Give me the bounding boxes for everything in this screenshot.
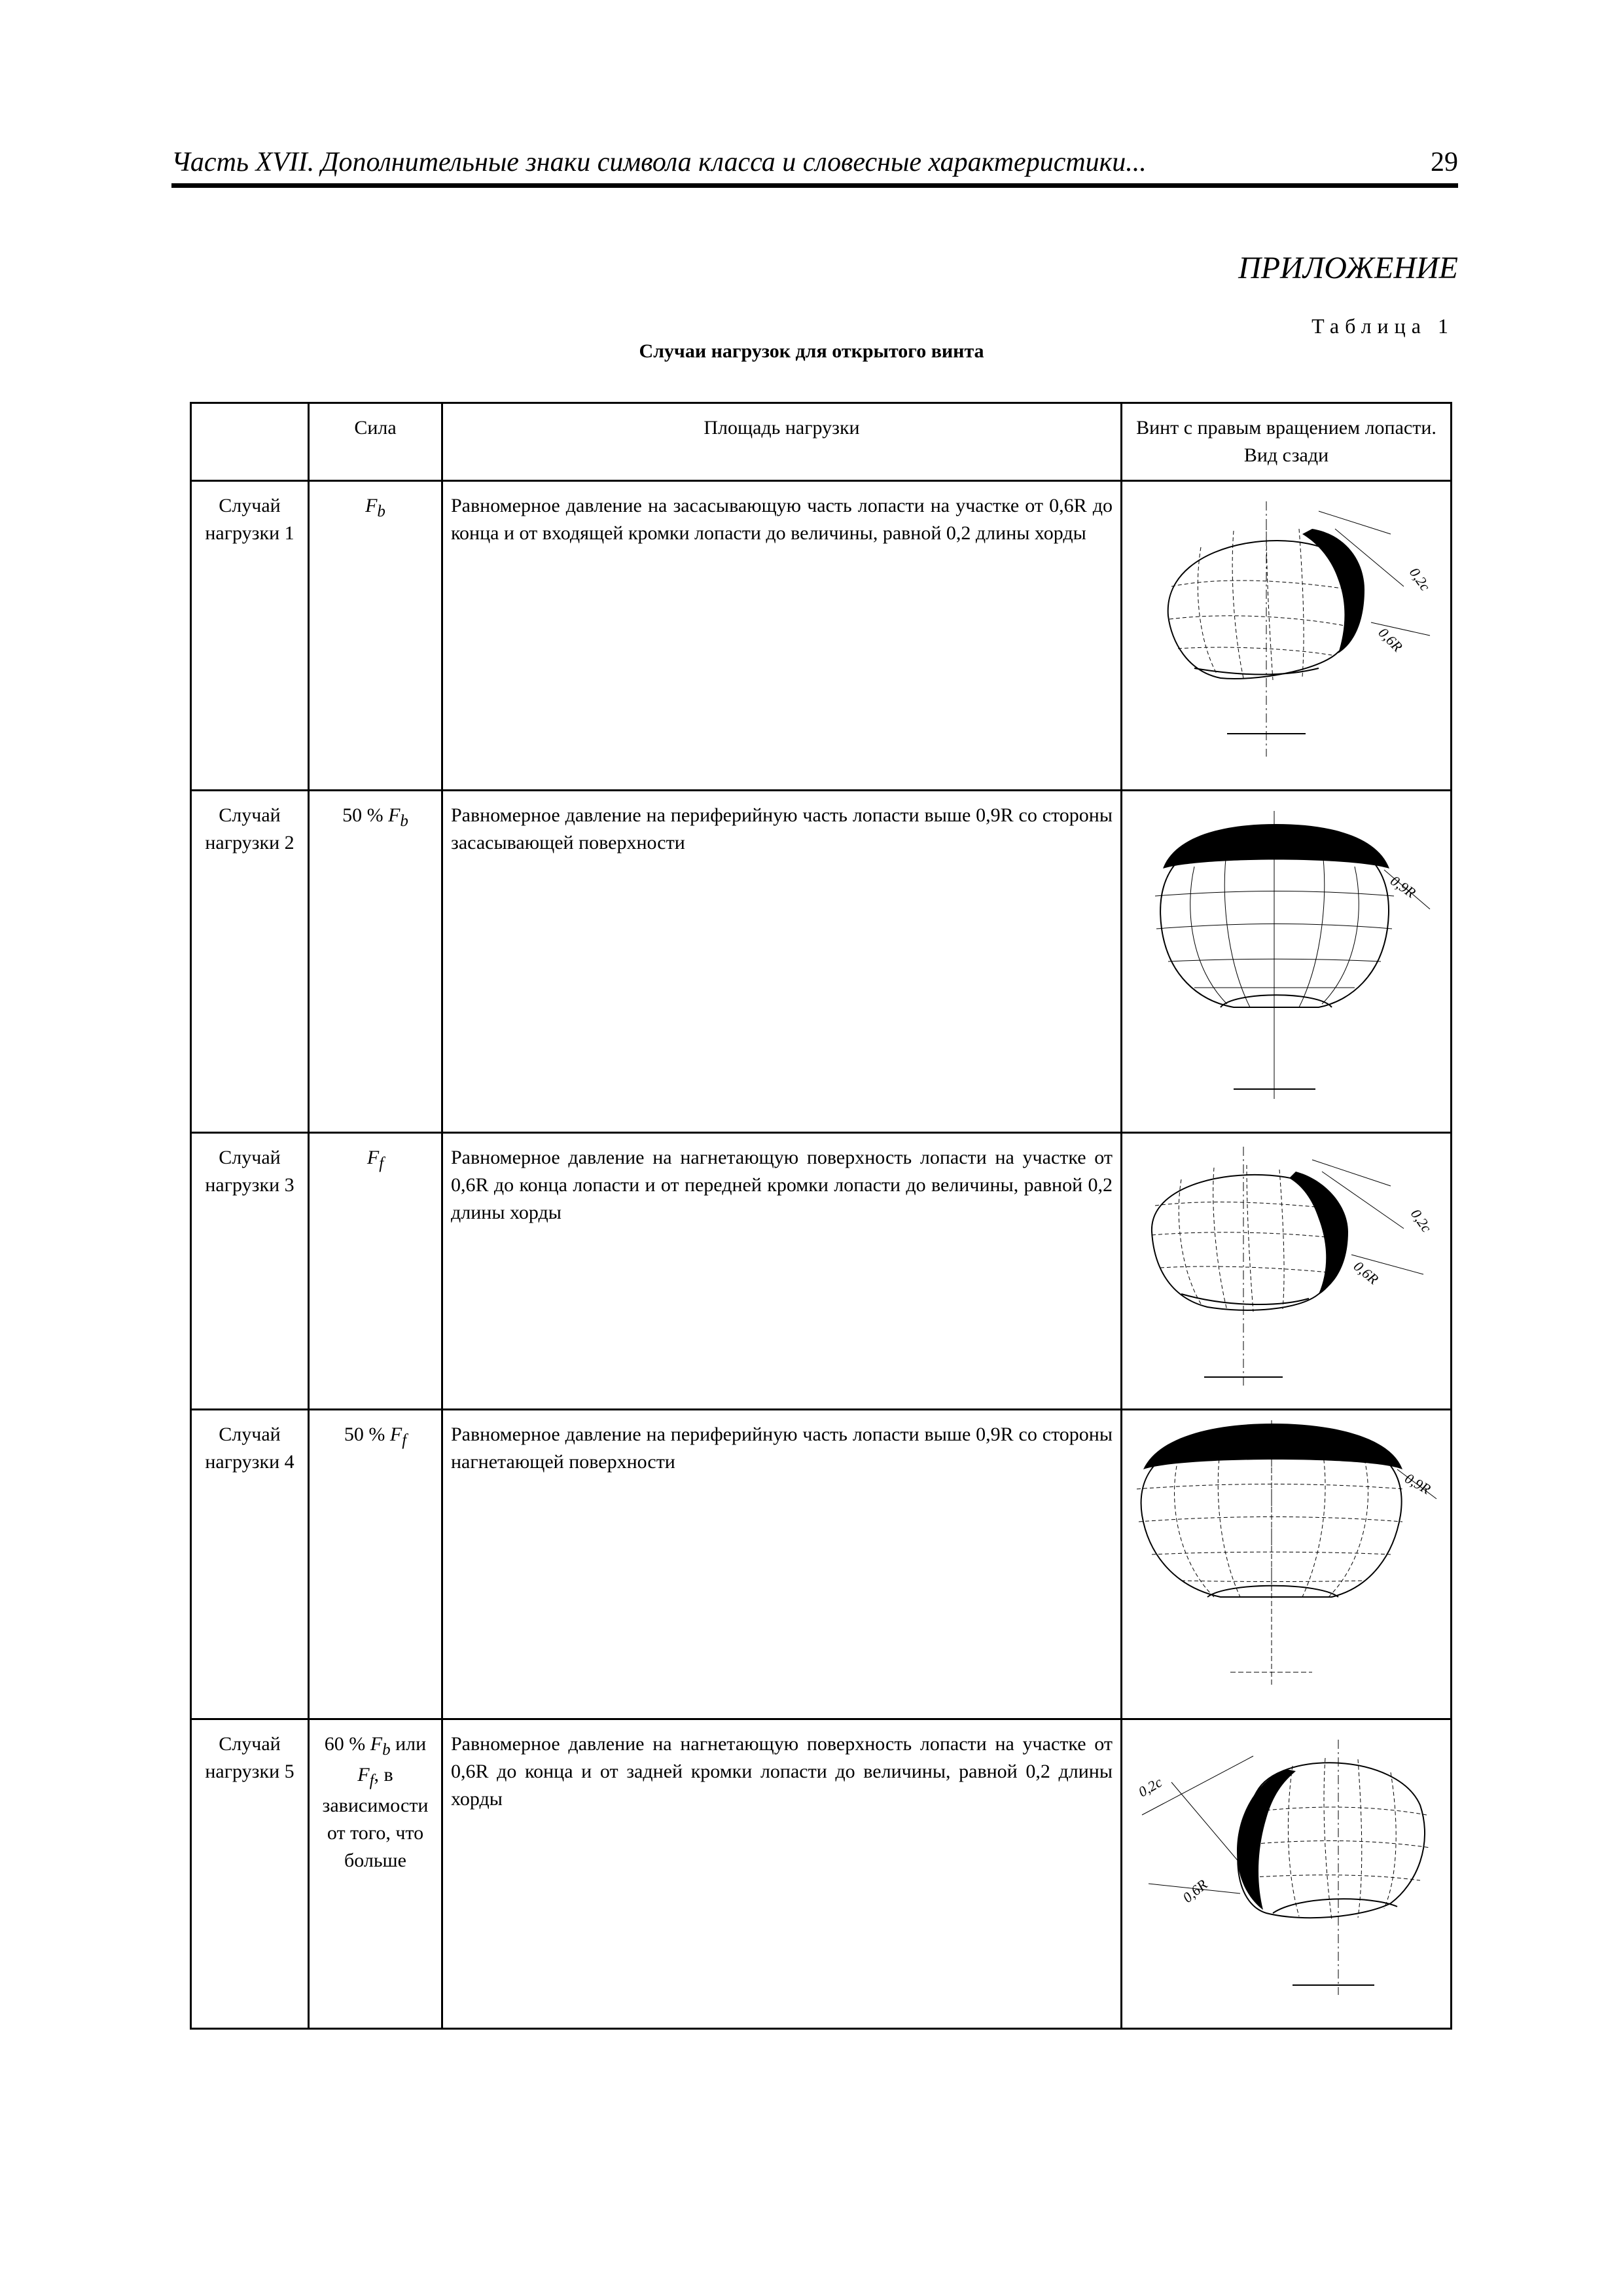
dimension-label: 0,2c	[1407, 1206, 1435, 1236]
appendix-title: ПРИЛОЖЕНИЕ	[1238, 251, 1458, 285]
table-caption: Случаи нагрузок для открытого винта	[639, 340, 984, 362]
case-cell: Случай нагрузки 1	[191, 481, 309, 791]
dimension-label: 0,6R	[1350, 1257, 1382, 1288]
case-cell: Случай нагрузки 2	[191, 791, 309, 1133]
table-row	[191, 1410, 1452, 1719]
table-row	[191, 791, 1452, 1133]
area-cell: Равномерное давление на периферийную часть лопасти выше 0,9R со стороны засасывающей поверхности	[442, 791, 1122, 1133]
dimension-label: 0,2c	[1135, 1774, 1165, 1801]
force-cell: 50 % $F_f$	[309, 1410, 442, 1719]
dimension-label: 0,6R	[1375, 624, 1406, 655]
case-cell: Случай нагрузки 3	[191, 1133, 309, 1410]
header-image: Винт с правым вращением лопасти. Вид сзади	[1122, 403, 1452, 481]
force-cell: $F_f$	[309, 1133, 442, 1410]
dimension-label: 0,9R	[1402, 1469, 1434, 1498]
dimension-label: 0,2c	[1406, 564, 1434, 594]
propeller-blade-diagram	[1122, 1134, 1452, 1408]
propeller-figure-cell	[1122, 791, 1452, 1133]
force-cell: 50 % $F_b$	[309, 791, 442, 1133]
force-cell: 60 % $F_b$ или $F_f$, в зависимости от того, что больше	[309, 1719, 442, 2029]
table-row	[191, 1719, 1452, 2029]
table-row	[191, 1133, 1452, 1410]
table-row	[191, 481, 1452, 791]
propeller-blade-diagram	[1122, 1410, 1452, 1718]
propeller-figure-cell	[1122, 1719, 1452, 2029]
page-number: 29	[1431, 147, 1458, 177]
propeller-blade-diagram	[1122, 482, 1452, 789]
dimension-label: 0,9R	[1387, 872, 1419, 901]
load-cases-table	[190, 402, 1452, 2030]
header-case	[191, 403, 309, 481]
area-cell: Равномерное давление на засасывающую часть лопасти на участке от 0,6R до конца и от входящей кромки лопасти до величины, равной 0,2 длины хорды	[442, 481, 1122, 791]
dimension-label: 0,6R	[1179, 1876, 1211, 1906]
page-header	[171, 143, 1458, 188]
propeller-figure-cell	[1122, 1133, 1452, 1410]
area-cell: Равномерное давление на периферийную часть лопасти выше 0,9R со стороны нагнетающей поверхности	[442, 1410, 1122, 1719]
table-number: Таблица 1	[1311, 314, 1454, 338]
case-cell: Случай нагрузки 4	[191, 1410, 309, 1719]
table-header-row	[191, 403, 1452, 481]
running-title: Часть XVII. Дополнительные знаки символа класса и словесные характеристики...	[171, 147, 1147, 177]
propeller-blade-diagram	[1122, 1720, 1452, 2028]
area-cell: Равномерное давление на нагнетающую поверхность лопасти на участке от 0,6R до конца лопасти и от передней кромки лопасти до величины, равной 0,2 длины хорды	[442, 1133, 1122, 1410]
propeller-figure-cell	[1122, 481, 1452, 791]
header-area: Площадь нагрузки	[442, 403, 1122, 481]
header-force: Сила	[309, 403, 442, 481]
propeller-figure-cell	[1122, 1410, 1452, 1719]
area-cell: Равномерное давление на нагнетающую поверхность лопасти на участке от 0,6R до конца и от задней кромки лопасти до величины, равной 0,2 длины хорды	[442, 1719, 1122, 2029]
force-cell: $F_b$	[309, 481, 442, 791]
case-cell: Случай нагрузки 5	[191, 1719, 309, 2029]
propeller-blade-diagram	[1122, 791, 1452, 1132]
